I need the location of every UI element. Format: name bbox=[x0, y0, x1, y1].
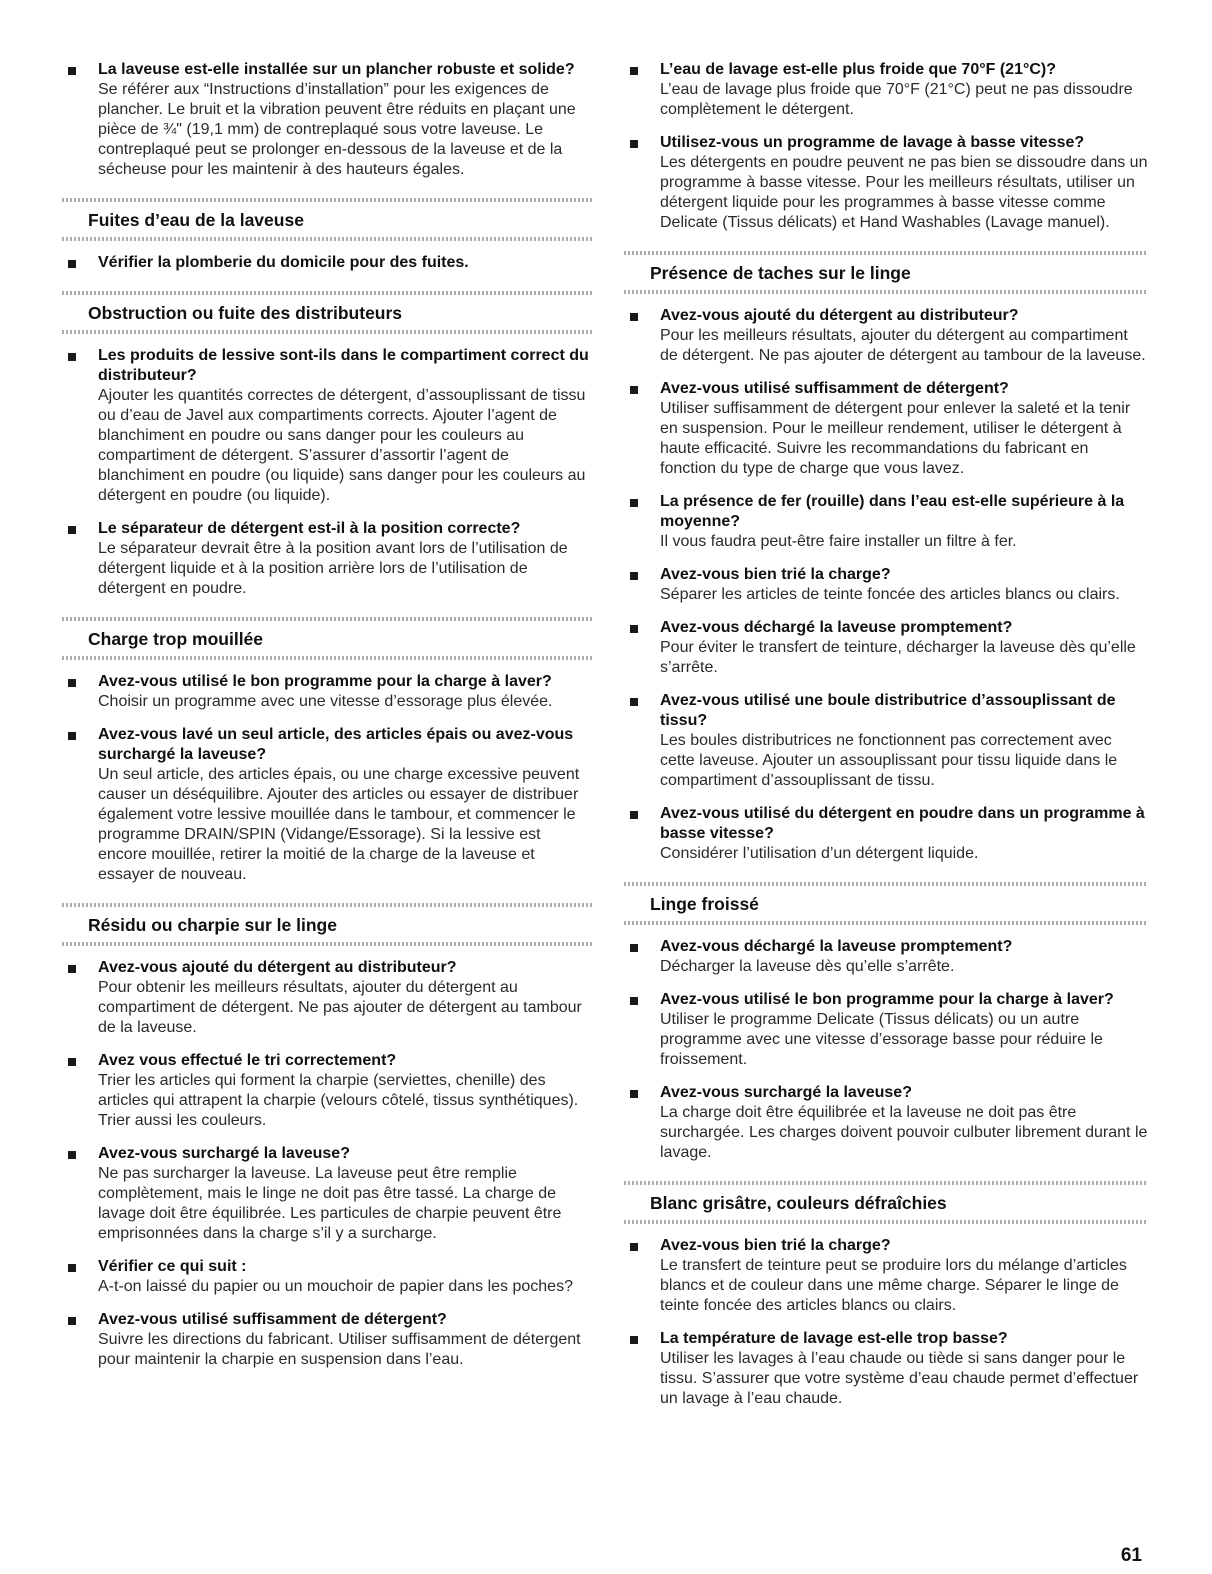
square-bullet-icon bbox=[630, 811, 638, 819]
square-bullet-icon bbox=[630, 698, 638, 706]
square-bullet-icon bbox=[630, 1243, 638, 1251]
section-header bbox=[624, 882, 1148, 925]
item-question: Les produits de lessive sont-ils dans le compartiment correct du distributeur? bbox=[98, 347, 589, 384]
troubleshooting-item bbox=[62, 1144, 592, 1244]
item-answer: Il vous faudra peut-être faire installer un filtre à fer. bbox=[660, 533, 1017, 550]
item-answer: Suivre les directions du fabricant. Utiliser suffisamment de détergent pour maintenir la charpie en suspension dans l’eau. bbox=[98, 1331, 581, 1368]
square-bullet-icon bbox=[68, 526, 76, 534]
dotted-rule-top bbox=[62, 198, 592, 202]
troubleshooting-item bbox=[624, 379, 1148, 479]
troubleshooting-item bbox=[62, 725, 592, 885]
item-answer: Se référer aux “Instructions d’installation” pour les exigences de plancher. Le bruit et la vibration peuvent être réduits en plaçant une pièce de ¾" (19,1 mm) de contreplaqué sous votre laveuse. Le contreplaqué peut se prolonger en-dessous de la laveuse et de la sécheuse pour les maintenir à des hauteurs égales. bbox=[98, 81, 576, 178]
troubleshooting-item bbox=[62, 1051, 592, 1131]
item-question: L’eau de lavage est-elle plus froide que 70°F (21°C)? bbox=[660, 61, 1057, 78]
section-header bbox=[624, 251, 1148, 294]
item-question: Avez vous effectué le tri correctement? bbox=[98, 1052, 397, 1069]
square-bullet-icon bbox=[630, 1336, 638, 1344]
section-title: Blanc grisâtre, couleurs défraîchies bbox=[650, 1193, 947, 1213]
item-question: La présence de fer (rouille) dans l’eau est-elle supérieure à la moyenne? bbox=[660, 493, 1125, 530]
troubleshooting-item bbox=[624, 937, 1148, 977]
dotted-rule-top bbox=[62, 291, 592, 295]
section-header bbox=[62, 291, 592, 334]
item-question: Avez-vous utilisé le bon programme pour la charge à laver? bbox=[660, 991, 1114, 1008]
item-answer: Pour les meilleurs résultats, ajouter du détergent au compartiment de détergent. Ne pas ajouter de détergent au tambour de la laveuse. bbox=[660, 327, 1146, 364]
section-header bbox=[62, 617, 592, 660]
troubleshooting-item bbox=[624, 565, 1148, 605]
section-header bbox=[62, 198, 592, 241]
dotted-rule-top bbox=[624, 1181, 1148, 1185]
troubleshooting-item bbox=[62, 1257, 592, 1297]
dotted-rule-top bbox=[624, 882, 1148, 886]
item-question: Vérifier la plomberie du domicile pour des fuites. bbox=[98, 254, 469, 271]
troubleshooting-item bbox=[624, 1236, 1148, 1316]
troubleshooting-item bbox=[624, 618, 1148, 678]
item-question: Avez-vous déchargé la laveuse promptement? bbox=[660, 619, 1013, 636]
item-answer: Séparer les articles de teinte foncée des articles blancs ou clairs. bbox=[660, 586, 1120, 603]
square-bullet-icon bbox=[68, 67, 76, 75]
item-question: Le séparateur de détergent est-il à la position correcte? bbox=[98, 520, 521, 537]
item-question: Avez-vous bien trié la charge? bbox=[660, 566, 891, 583]
dotted-rule-bottom bbox=[62, 237, 592, 241]
square-bullet-icon bbox=[630, 313, 638, 321]
item-question: La température de lavage est-elle trop basse? bbox=[660, 1330, 1008, 1347]
item-answer: Le séparateur devrait être à la position avant lors de l’utilisation de détergent liquide et à la position arrière lors de l’utilisation de détergent en poudre. bbox=[98, 540, 568, 597]
square-bullet-icon bbox=[68, 260, 76, 268]
item-answer: Un seul article, des articles épais, ou une charge excessive peuvent causer un déséquilibre. Ajouter des articles ou essayer de distribuer également votre lessive mouillée dans le tambour, et commencer le programme DRAIN/SPIN (Vidange/Essorage). Si la lessive est encore mouillée, retirer la moitié de la charge de la laveuse et essayer de nouveau. bbox=[98, 766, 580, 883]
section-title: Obstruction ou fuite des distributeurs bbox=[88, 303, 403, 323]
troubleshooting-item bbox=[624, 804, 1148, 864]
square-bullet-icon bbox=[630, 1090, 638, 1098]
item-answer: Les détergents en poudre peuvent ne pas bien se dissoudre dans un programme à basse vitesse. Pour les meilleurs résultats, utiliser un détergent liquide pour les programmes à basse vitesse comme Delicate (Tissus délicats) et Hand Washables (Lavage manuel). bbox=[660, 154, 1148, 231]
troubleshooting-item bbox=[624, 60, 1148, 120]
dotted-rule-bottom bbox=[624, 1220, 1148, 1224]
square-bullet-icon bbox=[68, 1058, 76, 1066]
troubleshooting-item bbox=[624, 1329, 1148, 1409]
item-question: Avez-vous ajouté du détergent au distributeur? bbox=[660, 307, 1019, 324]
dotted-rule-bottom bbox=[624, 921, 1148, 925]
dotted-rule-top bbox=[62, 903, 592, 907]
troubleshooting-item bbox=[624, 306, 1148, 366]
item-answer: Trier les articles qui forment la charpie (serviettes, chenille) des articles qui attrapent la charpie (velours côtelé, tissus synthétiques). Trier aussi les couleurs. bbox=[98, 1072, 579, 1129]
troubleshooting-item bbox=[62, 958, 592, 1038]
item-question: Avez-vous utilisé une boule distributrice d’assouplissant de tissu? bbox=[660, 692, 1116, 729]
item-answer: Utiliser suffisamment de détergent pour enlever la saleté et la tenir en suspension. Pour le meilleur rendement, utiliser le détergent à haute efficacité. Suivre les recommandations du fabricant en fonction du type de charge que vous lavez. bbox=[660, 400, 1131, 477]
section-title: Fuites d’eau de la laveuse bbox=[88, 210, 304, 230]
page-number: 61 bbox=[1120, 1545, 1142, 1566]
square-bullet-icon bbox=[630, 140, 638, 148]
item-answer: Ne pas surcharger la laveuse. La laveuse peut être remplie complètement, mais le linge ne doit pas être tassé. La charge de lavage doit être équilibrée. Les particules de charpie peuvent être emprisonnées dans la charge s’il y a surcharge. bbox=[98, 1165, 562, 1242]
dotted-rule-bottom bbox=[624, 290, 1148, 294]
item-answer: Pour obtenir les meilleurs résultats, ajouter du détergent au compartiment de détergent. Ne pas ajouter de détergent au tambour de la laveuse. bbox=[98, 979, 582, 1036]
item-question: Avez-vous surchargé la laveuse? bbox=[660, 1084, 912, 1101]
square-bullet-icon bbox=[630, 499, 638, 507]
item-answer: Utiliser le programme Delicate (Tissus délicats) ou un autre programme avec une vitesse d’essorage basse pour réduire le froissement. bbox=[660, 1011, 1103, 1068]
item-answer: Considérer l’utilisation d’un détergent liquide. bbox=[660, 845, 979, 862]
section-header bbox=[62, 903, 592, 946]
item-question: Avez-vous bien trié la charge? bbox=[660, 1237, 891, 1254]
item-answer: Le transfert de teinture peut se produire lors du mélange d’articles blancs et de couleur dans une même charge. Séparer le linge de teinte foncée des articles blancs ou clairs. bbox=[660, 1257, 1127, 1314]
item-question: Utilisez-vous un programme de lavage à basse vitesse? bbox=[660, 134, 1085, 151]
item-question: Avez-vous surchargé la laveuse? bbox=[98, 1145, 350, 1162]
square-bullet-icon bbox=[68, 1317, 76, 1325]
item-question: Avez-vous utilisé le bon programme pour la charge à laver? bbox=[98, 673, 552, 690]
square-bullet-icon bbox=[630, 572, 638, 580]
square-bullet-icon bbox=[68, 1264, 76, 1272]
troubleshooting-item bbox=[62, 1310, 592, 1370]
section-title: Linge froissé bbox=[650, 894, 759, 914]
item-question: Avez-vous lavé un seul article, des articles épais ou avez-vous surchargé la laveuse? bbox=[98, 726, 574, 763]
item-answer: La charge doit être équilibrée et la laveuse ne doit pas être surchargée. Les charges doivent pouvoir culbuter librement durant le lavage. bbox=[660, 1104, 1148, 1161]
square-bullet-icon bbox=[68, 732, 76, 740]
item-question: Avez-vous utilisé suffisamment de détergent? bbox=[98, 1311, 447, 1328]
item-answer: Ajouter les quantités correctes de détergent, d’assouplissant de tissu ou d’eau de Javel aux compartiments corrects. Ajouter l’agent de blanchiment en poudre ou sans danger pour les couleurs au compartiment de détergent. S’assurer d’assortir l’agent de blanchiment en poudre (ou liquide) sans danger pour les couleurs au détergent en poudre (ou liquide). bbox=[98, 387, 586, 504]
right-column bbox=[624, 60, 1148, 1409]
troubleshooting-item bbox=[624, 691, 1148, 791]
dotted-rule-bottom bbox=[62, 942, 592, 946]
item-question: Vérifier ce qui suit : bbox=[98, 1258, 247, 1275]
square-bullet-icon bbox=[68, 679, 76, 687]
item-answer: Utiliser les lavages à l’eau chaude ou tiède si sans danger pour le tissu. S’assurer que votre système d’eau chaude permet d’effectuer un lavage à l’eau chaude. bbox=[660, 1350, 1139, 1407]
item-answer: Décharger la laveuse dès qu’elle s’arrête. bbox=[660, 958, 955, 975]
section-title: Charge trop mouillée bbox=[88, 629, 264, 649]
section-header bbox=[624, 1181, 1148, 1224]
troubleshooting-item bbox=[62, 60, 592, 180]
left-column bbox=[62, 60, 592, 1370]
section-title: Résidu ou charpie sur le linge bbox=[88, 915, 337, 935]
item-question: La laveuse est-elle installée sur un plancher robuste et solide? bbox=[98, 61, 575, 78]
item-question: Avez-vous utilisé du détergent en poudre dans un programme à basse vitesse? bbox=[660, 805, 1145, 842]
troubleshooting-item bbox=[62, 253, 592, 273]
square-bullet-icon bbox=[68, 1151, 76, 1159]
square-bullet-icon bbox=[630, 386, 638, 394]
square-bullet-icon bbox=[68, 353, 76, 361]
item-answer: Les boules distributrices ne fonctionnent pas correctement avec cette laveuse. Ajouter un assouplissant pour tissu liquide dans le compartiment d’assouplissant de tissu. bbox=[660, 732, 1118, 789]
troubleshooting-item bbox=[62, 672, 592, 712]
troubleshooting-item bbox=[624, 1083, 1148, 1163]
item-question: Avez-vous ajouté du détergent au distributeur? bbox=[98, 959, 457, 976]
dotted-rule-top bbox=[62, 617, 592, 621]
item-answer: A-t-on laissé du papier ou un mouchoir de papier dans les poches? bbox=[98, 1278, 573, 1295]
item-answer: Pour éviter le transfert de teinture, décharger la laveuse dès qu’elle s’arrête. bbox=[660, 639, 1136, 676]
troubleshooting-item bbox=[62, 346, 592, 506]
dotted-rule-top bbox=[624, 251, 1148, 255]
dotted-rule-bottom bbox=[62, 656, 592, 660]
square-bullet-icon bbox=[630, 997, 638, 1005]
item-question: Avez-vous déchargé la laveuse promptement? bbox=[660, 938, 1013, 955]
square-bullet-icon bbox=[630, 625, 638, 633]
troubleshooting-item bbox=[624, 133, 1148, 233]
section-title: Présence de taches sur le linge bbox=[650, 263, 911, 283]
item-answer: L’eau de lavage plus froide que 70°F (21°C) peut ne pas dissoudre complètement le détergent. bbox=[660, 81, 1133, 118]
item-answer: Choisir un programme avec une vitesse d’essorage plus élevée. bbox=[98, 693, 553, 710]
square-bullet-icon bbox=[630, 67, 638, 75]
dotted-rule-bottom bbox=[62, 330, 592, 334]
troubleshooting-item bbox=[62, 519, 592, 599]
troubleshooting-item bbox=[624, 990, 1148, 1070]
item-question: Avez-vous utilisé suffisamment de détergent? bbox=[660, 380, 1009, 397]
troubleshooting-item bbox=[624, 492, 1148, 552]
square-bullet-icon bbox=[68, 965, 76, 973]
square-bullet-icon bbox=[630, 944, 638, 952]
